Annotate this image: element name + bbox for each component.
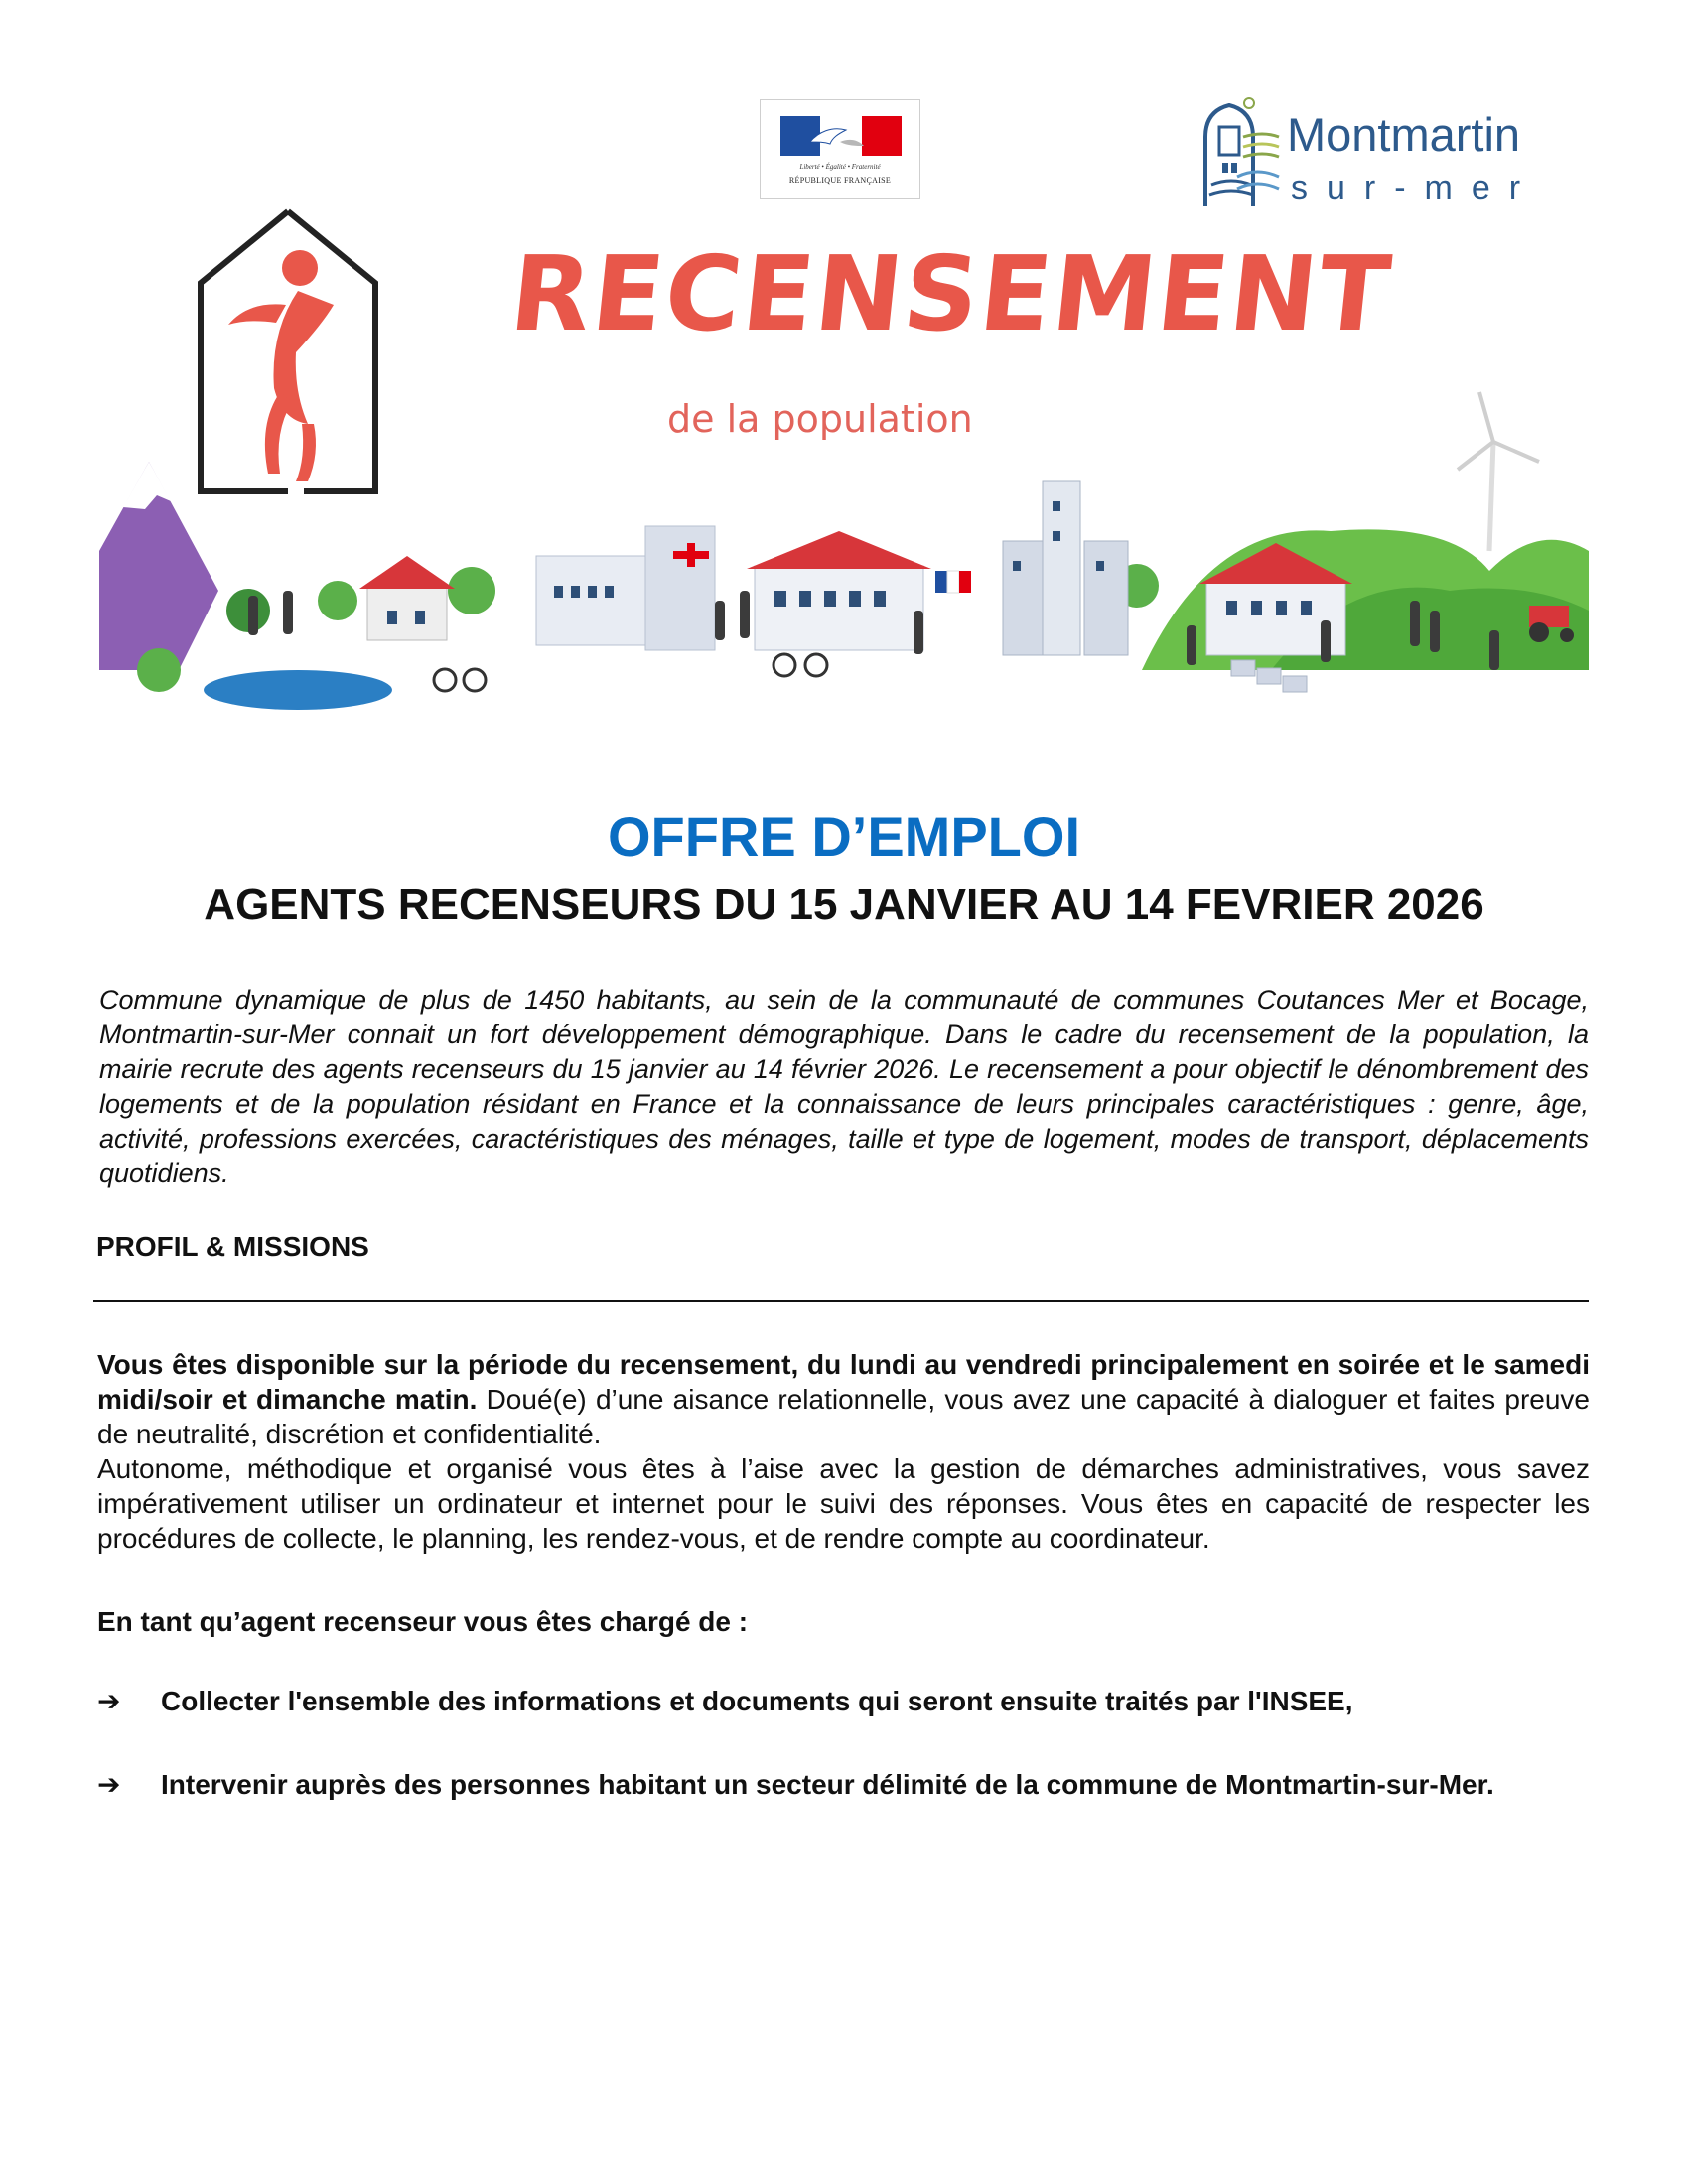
arrow-icon: ➔	[97, 1685, 121, 1717]
banner-title: RECENSEMENT	[504, 233, 1398, 354]
missions-intro: En tant qu’agent recenseur vous êtes chargé de :	[97, 1606, 749, 1637]
runner-figure-icon	[228, 250, 334, 481]
mission-item-text: Intervenir auprès des personnes habitant un secteur délimité de la commune de Montmartin-sur-Mer.	[161, 1769, 1494, 1800]
republique-motto: Liberté • Égalité • Fraternité	[799, 163, 881, 171]
availability-bold: Vous êtes disponible sur la période du recensement, du lundi au vendredi principalement en soirée et le samedi midi/soir et dimanche matin.	[97, 1349, 1590, 1415]
commune-subtitle: sur-mer	[1291, 169, 1540, 206]
mission-item	[97, 1684, 1589, 1719]
autonomy-paragraph: Autonome, méthodique et organisé vous êtes à l’aise avec la gestion de démarches administratives, vous savez impérativement utiliser un ordinateur et internet pour le suivi des réponses. Vous êtes en capacité de respecter les procédures de collecte, le planning, les rendez-vous, et de rendre compte au coordinateur.	[97, 1453, 1590, 1554]
hospital-building	[536, 526, 715, 650]
section-divider	[93, 1300, 1589, 1302]
apartment-towers	[1003, 481, 1128, 655]
offer-title: OFFRE D’EMPLOI	[608, 805, 1080, 868]
mission-item	[97, 1767, 1589, 1803]
bicycles-icon	[434, 654, 827, 691]
offer-subtitle: AGENTS RECENSEURS DU 15 JANVIER AU 14 FEVRIER 2026	[204, 881, 1484, 929]
intro-paragraph: Commune dynamique de plus de 1450 habitants, au sein de la communauté de communes Coutances Mer et Bocage, Montmartin-sur-Mer connait un fort développement démographique. Dans le cadre du recensement de la population, la mairie recrute des agents recenseurs du 15 janvier au 14 février 2026. Le recensement a pour objectif le dénombrement des logements et de la population résidant en France et la connaissance de leurs principales caractéristiques : genre, âge, activité, professions exercées, caractéristiques des ménages, taille et type de logement, modes de transport, déplacements quotidiens.	[99, 985, 1589, 1188]
banner-subtitle: de la population	[667, 397, 973, 441]
house-building	[359, 556, 455, 640]
mission-item-text: Collecter l'ensemble des informations et documents qui seront ensuite traités par l'INSEE,	[161, 1686, 1353, 1716]
commune-name: Montmartin	[1287, 108, 1521, 161]
census-banner	[99, 194, 1589, 710]
republique-francaise-logo	[760, 99, 920, 199]
profil-heading: PROFIL & MISSIONS	[96, 1231, 369, 1262]
marianne-flag-icon	[780, 112, 902, 160]
arrow-icon: ➔	[97, 1768, 121, 1801]
town-hall-building	[747, 531, 971, 650]
republique-name: RÉPUBLIQUE FRANÇAISE	[788, 176, 892, 185]
availability-rest: Doué(e) d’une aisance relationnelle, vous avez une capacité à dialoguer et faites preuve de neutralité, discrétion et confidentialité.	[97, 1384, 1590, 1449]
availability-paragraph	[97, 1347, 1590, 1451]
